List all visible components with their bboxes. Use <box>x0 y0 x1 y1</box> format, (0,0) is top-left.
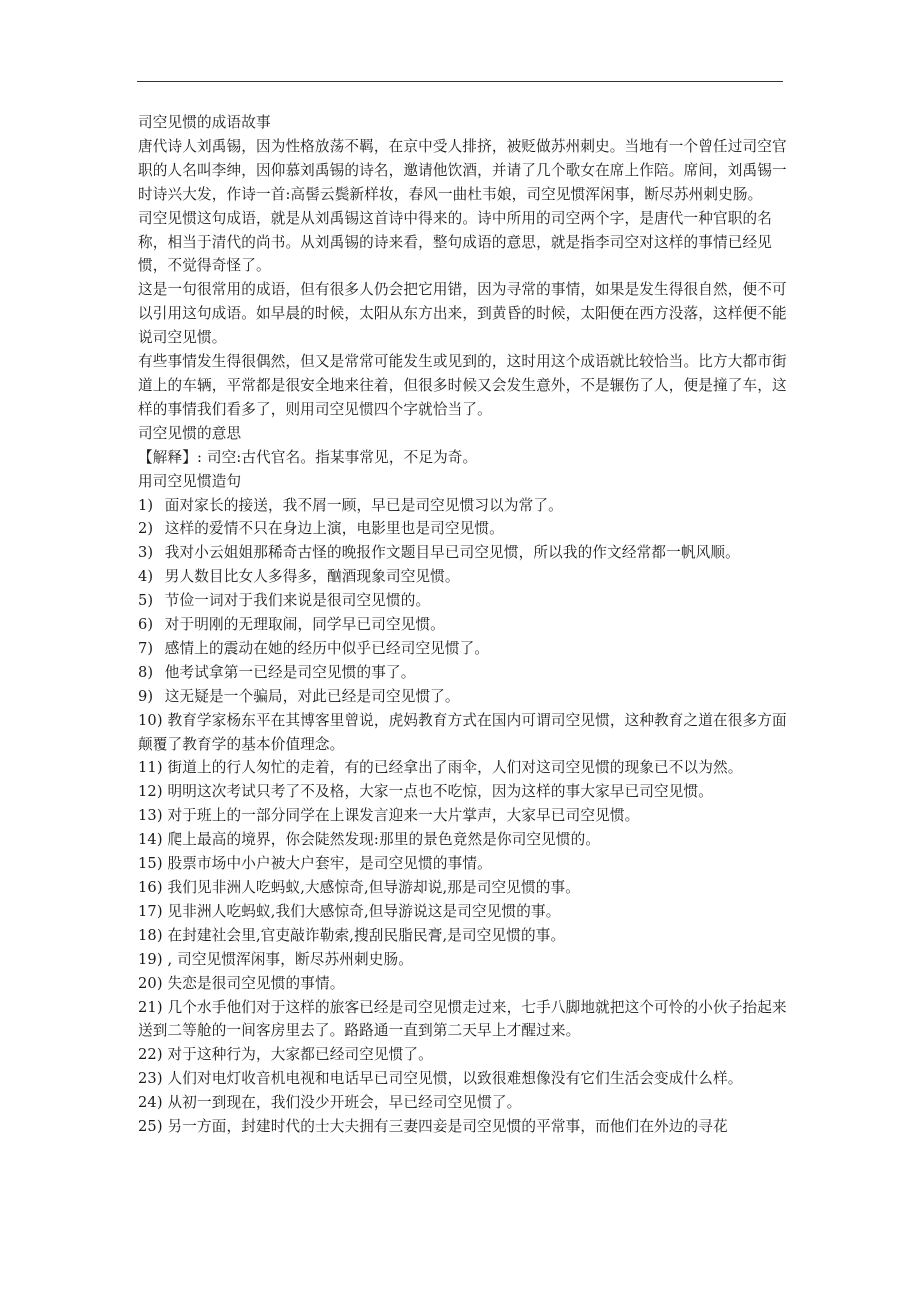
example-number: 6) <box>138 616 154 634</box>
example-sentence <box>138 1091 788 1115</box>
example-number: 3) <box>138 544 154 562</box>
example-number: 23) <box>138 1070 163 1088</box>
example-number: 2) <box>138 520 154 538</box>
example-sentence <box>138 541 788 565</box>
header-rule <box>137 81 783 82</box>
example-sentence <box>138 780 788 804</box>
example-number: 13) <box>138 807 163 825</box>
example-text: 对于明刚的无理取闹，同学早已司空见惯。 <box>164 616 445 634</box>
example-number: 17) <box>138 902 163 920</box>
example-number: 21) <box>138 998 163 1016</box>
example-text: 失恋是很司空见惯的事情。 <box>167 974 345 992</box>
example-text: 男人数目比女人多得多，酗酒现象司空见惯。 <box>164 568 460 586</box>
example-sentence <box>138 924 788 948</box>
example-number: 9) <box>138 687 154 705</box>
example-sentence <box>138 517 788 541</box>
example-number: 12) <box>138 783 163 801</box>
example-text: 我们见非洲人吃蚂蚁,大感惊奇,但导游却说,那是司空见惯的事。 <box>167 879 580 896</box>
example-text: 股票市场中小户被大户套牢，是司空见惯的事情。 <box>167 855 492 873</box>
example-sentence <box>138 948 788 972</box>
example-number: 10) <box>138 711 163 729</box>
example-list <box>138 494 788 1139</box>
meaning-text: : 司空:古代官名。指某事常见，不足为奇。 <box>196 448 478 466</box>
story-paragraph: 有些事情发生得很偶然，但又是常常可能发生或见到的，这时用这个成语就比较恰当。比方大都市街道上的车辆，平常都是很安全地来往着，但很多时候又会发生意外，不是辗伤了人，便是撞了车，这样的事情我们看多了，则用司空见惯四个字就恰当了。 <box>138 353 787 418</box>
example-sentence <box>138 852 788 876</box>
example-text: 这无疑是一个骗局，对此已经是司空见惯了。 <box>164 687 460 705</box>
example-number: 20) <box>138 974 163 992</box>
example-text: 感情上的震动在她的经历中似乎已经司空见惯了。 <box>164 639 490 657</box>
example-number: 7) <box>138 639 154 657</box>
example-sentence <box>138 1115 788 1139</box>
example-text: 在封建社会里,官吏敲诈勒索,搜刮民脂民膏,是司空见惯的事。 <box>167 926 566 944</box>
example-sentence <box>138 1067 788 1091</box>
story-heading: 司空见惯的成语故事 <box>138 114 271 131</box>
example-text: 对于班上的一部分同学在上课发言迎来一大片掌声，大家早已司空见惯。 <box>167 807 640 825</box>
example-sentence <box>138 661 788 685</box>
example-text: 人们对电灯收音机电视和电话早已司空见惯，以致很难想像没有它们生活会变成什么样。 <box>167 1070 743 1088</box>
example-text: 节俭一词对于我们来说是很司空见惯的。 <box>164 592 431 610</box>
example-text: 几个水手他们对于这样的旅客已经是司空见惯走过来，七手八脚地就把这个可怜的小伙子抬起来送到二等舱的一间客房里去了。路路通一直到第二天早上才醒过来。 <box>138 998 787 1040</box>
story-paragraph: 唐代诗人刘禹锡，因为性格放荡不羁，在京中受人排挤，被贬做苏州刺史。当地有一个曾任过司空官职的人名叫李绅，因仰慕刘禹锡的诗名，邀请他饮酒，并请了几个歌女在席上作陪。席间，刘禹锡一时诗兴大发，作诗一首:高髻云鬓新样妆，春风一曲杜韦娘，司空见惯浑闲事，断尽苏州刺史肠。 <box>138 137 787 203</box>
meaning-definition <box>138 446 788 470</box>
example-text: 另一方面，封建时代的士大夫拥有三妻四妾是司空见惯的平常事，而他们在外边的寻花 <box>167 1118 728 1136</box>
example-sentence <box>138 494 788 518</box>
example-sentence <box>138 900 788 924</box>
example-text: 从初一到现在，我们没少开班会，早已经司空见惯了。 <box>167 1094 522 1112</box>
example-text: 对于这种行为，大家都已经司空见惯了。 <box>167 1046 433 1064</box>
example-sentence <box>138 828 788 852</box>
example-number: 16) <box>138 879 163 896</box>
example-number: 8) <box>138 663 154 681</box>
example-sentence <box>138 1043 788 1067</box>
example-sentence <box>138 613 788 637</box>
example-text: 他考试拿第一已经是司空见惯的事了。 <box>164 663 416 681</box>
example-text: 街道上的行人匆忙的走着，有的已经拿出了雨伞，人们对这司空见惯的现象已不以为然。 <box>167 759 743 777</box>
example-sentence <box>138 589 788 613</box>
example-sentence <box>138 637 788 661</box>
example-number: 18) <box>138 926 163 944</box>
example-sentence <box>138 876 788 900</box>
example-sentence <box>138 996 788 1044</box>
example-sentence <box>138 756 788 780</box>
example-text: 明明这次考试只考了不及格，大家一点也不吃惊，因为这样的事大家早已司空见惯。 <box>167 783 714 801</box>
example-sentence <box>138 804 788 828</box>
meaning-heading: 司空见惯的意思 <box>138 424 242 442</box>
example-sentence <box>138 565 788 589</box>
example-sentence <box>138 972 788 996</box>
example-sentence <box>138 685 788 709</box>
examples-heading: 用司空见惯造句 <box>138 472 242 490</box>
example-text: 爬上最高的境界，你会陡然发现:那里的景色竟然是你司空见惯的。 <box>167 831 601 849</box>
example-number: 24) <box>138 1094 163 1112</box>
example-number: 19) <box>138 950 163 968</box>
meaning-label: 【解释】 <box>138 448 197 466</box>
example-number: 4) <box>138 568 154 586</box>
example-number: 22) <box>138 1046 163 1064</box>
document-body <box>138 111 788 1139</box>
example-sentence <box>138 709 788 757</box>
example-number: 1) <box>138 496 154 514</box>
example-number: 5) <box>138 592 154 610</box>
story-paragraph: 司空见惯这句成语，就是从刘禹锡这首诗中得来的。诗中所用的司空两个字，是唐代一种官职的名称，相当于清代的尚书。从刘禹锡的诗来看，整句成语的意思，就是指李司空对这样的事情已经见惯，不觉得奇怪了。 <box>138 209 772 275</box>
example-text: 这样的爱情不只在身边上演，电影里也是司空见惯。 <box>164 520 504 538</box>
example-text: 教育学家杨东平在其博客里曾说，虎妈教育方式在国内可谓司空见惯，这种教育之道在很多方面颠覆了教育学的基本价值理念。 <box>138 711 787 753</box>
example-text: , 司空见惯浑闲事，断尽苏州刺史肠。 <box>167 950 413 968</box>
example-number: 15) <box>138 855 163 873</box>
example-number: 25) <box>138 1118 163 1136</box>
example-text: 我对小云姐姐那稀奇古怪的晚报作文题目早已司空见惯，所以我的作文经常都一帆风顺。 <box>164 544 740 562</box>
example-number: 14) <box>138 831 163 849</box>
example-text: 见非洲人吃蚂蚁,我们大感惊奇,但导游说这是司空见惯的事。 <box>167 902 561 920</box>
example-number: 11) <box>138 759 163 777</box>
example-text: 面对家长的接送，我不屑一顾，早已是司空见惯习以为常了。 <box>164 496 563 514</box>
story-paragraph: 这是一句很常用的成语，但有很多人仍会把它用错，因为寻常的事情，如果是发生得很自然，便不可以引用这句成语。如早晨的时候，太阳从东方出来，到黄昏的时候，太阳便在西方没落，这样便不能说司空见惯。 <box>138 281 787 347</box>
